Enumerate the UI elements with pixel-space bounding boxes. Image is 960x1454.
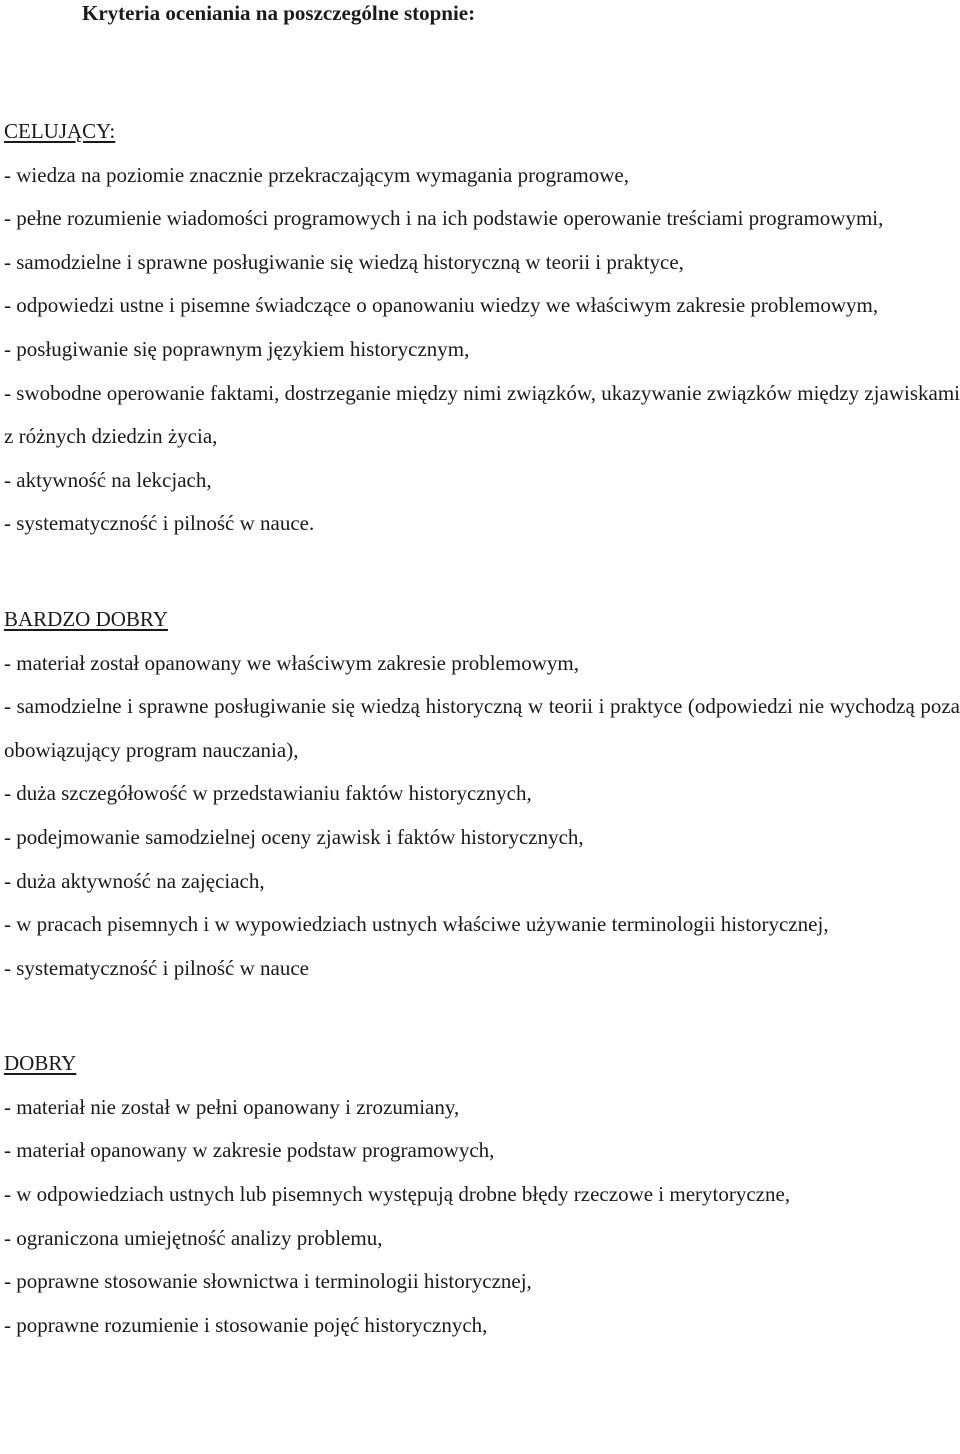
document-title: Kryteria oceniania na poszczególne stopnie: <box>82 1 476 25</box>
list-item: - pełne rozumienie wiadomości programowych i na ich podstawie operowanie treściami programowymi, <box>4 206 884 231</box>
section-celujacy <box>4 110 960 546</box>
list-item: - systematyczność i pilność w nauce <box>4 955 309 980</box>
criteria-list <box>4 1086 960 1348</box>
list-item: - odpowiedzi ustne i pisemne świadczące o opanowaniu wiedzy we właściwym zakresie problemowym, <box>4 293 879 318</box>
spacer <box>4 990 960 1042</box>
document-page <box>4 0 960 1347</box>
list-item: - poprawne stosowanie słownictwa i terminologii historycznej, <box>4 1269 532 1294</box>
section-heading: CELUJĄCY: <box>4 119 116 143</box>
list-item: - ograniczona umiejętność analizy problemu, <box>4 1225 383 1250</box>
list-item: - samodzielne i sprawne posługiwanie się wiedzą historyczną w teorii i praktyce, <box>4 249 684 274</box>
list-item: - systematyczność i pilność w nauce. <box>4 511 315 536</box>
list-item: - aktywność na lekcjach, <box>4 467 212 492</box>
criteria-list <box>4 642 960 991</box>
list-item: - samodzielne i sprawne posługiwanie się wiedzą historyczną w teorii i praktyce (odpowiedzi nie wychodzą poza obowiązujący program nauczania), <box>4 694 960 762</box>
section-heading: DOBRY <box>4 1051 77 1076</box>
list-item: - duża szczegółowość w przedstawianiu faktów historycznych, <box>4 781 532 806</box>
list-item: - poprawne rozumienie i stosowanie pojęć historycznych, <box>4 1312 488 1337</box>
list-item: - swobodne operowanie faktami, dostrzeganie między nimi związków, ukazywanie związków między zjawiskami z różnych dziedzin życia, <box>4 380 960 449</box>
list-item: - w pracach pisemnych i w wypowiedziach ustnych właściwe używanie terminologii historycznej, <box>4 912 829 937</box>
spacer <box>4 26 960 110</box>
list-item: - materiał opanowany w zakresie podstaw programowych, <box>4 1138 495 1163</box>
section-bardzo-dobry <box>4 598 960 990</box>
list-item: - wiedza na poziomie znacznie przekraczającym wymagania programowe, <box>4 162 630 187</box>
criteria-list <box>4 154 960 546</box>
list-item: - podejmowanie samodzielnej oceny zjawisk i faktów historycznych, <box>4 824 584 849</box>
section-heading: BARDZO DOBRY <box>4 606 168 631</box>
list-item: - duża aktywność na zajęciach, <box>4 868 265 893</box>
spacer <box>4 546 960 598</box>
section-dobry <box>4 1042 960 1347</box>
list-item: - materiał został opanowany we właściwym zakresie problemowym, <box>4 650 579 675</box>
list-item: - posługiwanie się poprawnym językiem historycznym, <box>4 336 470 361</box>
list-item: - w odpowiedziach ustnych lub pisemnych występują drobne błędy rzeczowe i merytoryczne, <box>4 1182 791 1207</box>
list-item: - materiał nie został w pełni opanowany i zrozumiany, <box>4 1094 460 1119</box>
